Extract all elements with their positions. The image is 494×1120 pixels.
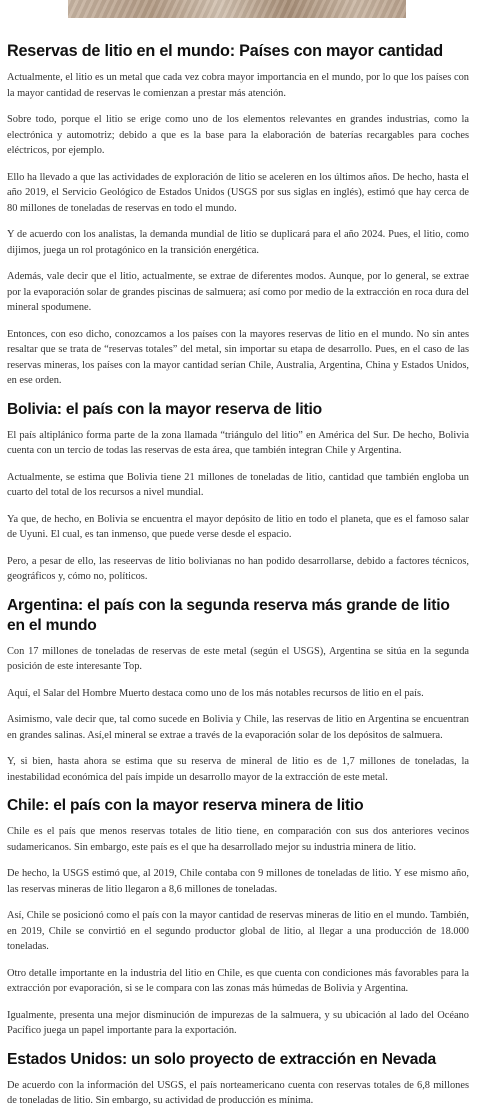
intro-paragraph: Y de acuerdo con los analistas, la demanda mundial de litio se duplicará para el año 2024. Pues, el litio, como dijimos, juega un rol protagónico en la transición energética. <box>7 229 469 256</box>
section-paragraph: De acuerdo con la información del USGS, el país norteamericano cuenta con reservas totales de 6,8 millones de toneladas de litio. Sin embargo, su actividad de producción es mínima. <box>7 1079 469 1106</box>
section-bolivia <box>7 400 469 585</box>
section-paragraph: Otro detalle importante en la industria del litio en Chile, es que cuenta con condiciones más favorables para la extracción por evaporación, si se le compara con las zonas más húmedas de Bolivia y Argentina. <box>7 967 469 994</box>
section-paragraph: Actualmente, se estima que Bolivia tiene 21 millones de toneladas de litio, cantidad que también engloba un cuarto del total de los recursos a nivel mundial. <box>7 471 469 498</box>
section-paragraph: Pero, a pesar de ello, las reseervas de litio bolivianas no han podido desarrollarse, debido a factores técnicos, geográficos y, cómo no, políticos. <box>7 555 469 582</box>
intro-paragraph: Sobre todo, porque el litio se erige como uno de los elementos relevantes en grandes industrias, como la electrónica y automotriz; debido a que es la base para la elaboración de baterías recargables para coches eléctricos, por ejemplo. <box>7 114 469 156</box>
intro-paragraph: Entonces, con eso dicho, conozcamos a los países con la mayores reservas de litio en el mundo. No sin antes resaltar que se trata de “reservas totales” del metal, sin importar su etapa de desarrollo. Pues, en el caso de las reservas mineras, los países con la mayor cantidad serían Chile, Australia, Argentina, China y Estados Unidos, en ese orden. <box>7 328 469 386</box>
section-heading: Chile: el país con la mayor reserva minera de litio <box>7 797 364 814</box>
section-paragraph: Con 17 millones de toneladas de reservas de este metal (según el USGS), Argentina se sitúa en la segunda posición de este interesante Top. <box>7 645 469 672</box>
section-heading: Argentina: el país con la segunda reserva más grande de litio en el mundo <box>7 596 450 634</box>
article-title: Reservas de litio en el mundo: Países con mayor cantidad <box>7 42 443 60</box>
section-paragraph: Ya que, de hecho, en Bolivia se encuentra el mayor depósito de litio en todo el planeta, que es el famoso salar de Uyuni. El cual, es tan inmenso, que puede verse desde el espacio. <box>7 513 469 540</box>
section-paragraph: Asimismo, vale decir que, tal como sucede en Bolivia y Chile, las reservas de litio en Argentina se encuentran en grandes salinas. Así,el mineral se extrae a través de la evaporación solar de los depósitos de salmuera. <box>7 714 469 741</box>
section-argentina <box>7 596 469 786</box>
intro-paragraph: Actualmente, el litio es un metal que cada vez cobra mayor importancia en el mundo, por lo que los países con la mayor cantidad de reservas le comienzan a prestar más atención. <box>7 72 469 99</box>
section-heading: Bolivia: el país con la mayor reserva de litio <box>7 400 322 418</box>
section-estados-unidos <box>7 1050 469 1109</box>
section-chile <box>7 796 469 1039</box>
section-paragraph: Y, si bien, hasta ahora se estima que su reserva de mineral de litio es de 1,7 millones de toneladas, la inestabilidad económica del país impide un desarrollo mayor de la extracción de este metal. <box>7 756 469 783</box>
section-paragraph: Aquí, el Salar del Hombre Muerto destaca como uno de los más notables recursos de litio en el país. <box>7 687 424 699</box>
intro-paragraph: Además, vale decir que el litio, actualmente, se extrae de diferentes modos. Aunque, por lo general, se extrae por la evaporación solar de grandes piscinas de salmuera; así como por medio de la extracción en roca dura del mineral spodumene. <box>7 271 469 313</box>
hero-image <box>68 0 406 18</box>
section-paragraph: De hecho, la USGS estimó que, al 2019, Chile contaba con 9 millones de toneladas de litio. Y ese mismo año, las reservas mineras de litio llegaron a 8,6 millones de toneladas. <box>7 868 469 895</box>
article <box>7 41 469 1120</box>
section-paragraph: Así, Chile se posicionó como el país con la mayor cantidad de reservas mineras de litio en el mundo. También, en 2019, Chile se convirtió en el segundo productor global de litio, al llegar a una producción de 18.000 toneladas. <box>7 910 469 952</box>
section-heading: Estados Unidos: un solo proyecto de extracción en Nevada <box>7 1050 436 1068</box>
section-paragraph: El país altiplánico forma parte de la zona llamada “triángulo del litio” en América del Sur. De hecho, Bolivia cuenta con un tercio de todas las reservas de esta área, que también integran Chile y Argentina. <box>7 429 469 456</box>
intro-paragraph: Ello ha llevado a que las actividades de exploración de litio se aceleren en los últimos años. De hecho, hasta el año 2019, el Servicio Geológico de Estados Unidos (USGS por sus siglas en inglés), estimó que hay cerca de 80 millones de toneladas de reservas en todo el mundo. <box>7 171 469 214</box>
section-paragraph: Igualmente, presenta una mejor disminución de impurezas de la salmuera, y su ubicación al lado del Océano Pacífico juega un papel importante para la exportación. <box>7 1009 469 1036</box>
section-paragraph: Chile es el país que menos reservas totales de litio tiene, en comparación con sus dos anteriores vecinos sudamericanos. Sin embargo, este país es el que ha desarrollado mejor su industria minera de litio. <box>7 826 469 853</box>
